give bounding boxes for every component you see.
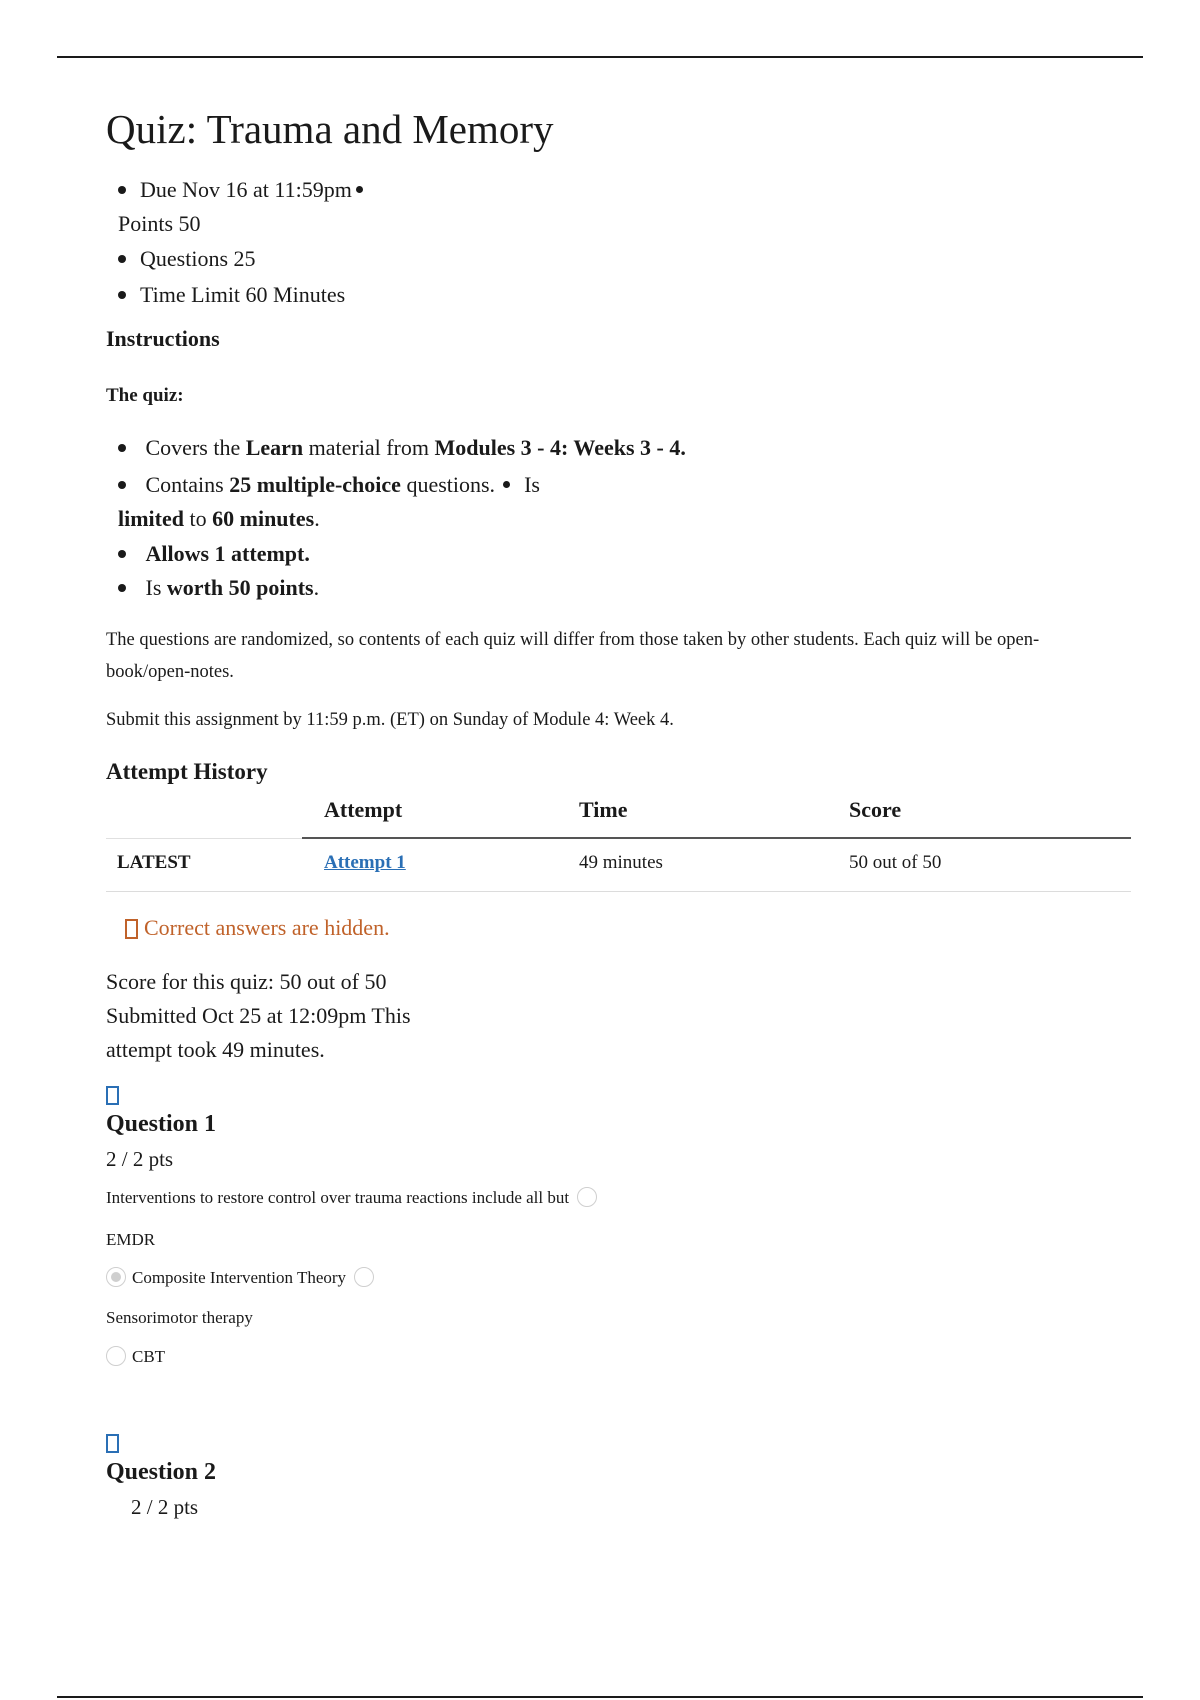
- submitted-line: Submitted Oct 25 at 12:09pm This: [106, 1003, 411, 1028]
- notice-text: Correct answers are hidden.: [144, 915, 390, 940]
- option-label-cbt: CBT: [132, 1347, 166, 1366]
- time-cell: 49 minutes: [579, 838, 849, 892]
- table-header-score: Score: [849, 795, 1131, 838]
- points-info: Points 50: [118, 211, 201, 236]
- option-label-composite: Composite Intervention Theory: [132, 1268, 347, 1287]
- latest-label: LATEST: [106, 838, 302, 892]
- radio-option-composite-selected[interactable]: [106, 1267, 126, 1287]
- due-date: [118, 175, 363, 205]
- question-1-heading: Question 1: [106, 1111, 217, 1137]
- table-header-attempt: Attempt: [302, 795, 579, 838]
- attempt-history-table: [106, 795, 1131, 892]
- duration-line: attempt took 49 minutes.: [106, 1037, 325, 1062]
- instruction-item-2: Contains 25 multiple-choice questions. Is: [118, 470, 540, 500]
- top-rule: [57, 56, 1143, 58]
- due-text: Due Nov 16 at 11:59pm: [140, 177, 352, 202]
- option-label-emdr: EMDR: [106, 1230, 156, 1249]
- attempt-1-link[interactable]: Attempt 1: [324, 852, 406, 873]
- question-2-heading: Question 2: [106, 1459, 217, 1485]
- instruction-item-4: Is worth 50 points.: [118, 573, 319, 603]
- question-flag-icon[interactable]: [106, 1086, 119, 1105]
- bottom-rule: [57, 1696, 1143, 1698]
- question-text: Interventions to restore control over trauma reactions include all but: [106, 1188, 570, 1207]
- option-cbt: [106, 1347, 165, 1368]
- score-line: Score for this quiz: 50 out of 50: [106, 969, 387, 994]
- table-header-empty: [106, 795, 302, 838]
- instructions-heading: Instructions: [106, 326, 220, 351]
- question-flag-icon[interactable]: [106, 1434, 119, 1453]
- radio-option-emdr[interactable]: [577, 1187, 597, 1207]
- radio-option-sensorimotor[interactable]: [354, 1267, 374, 1287]
- option-label-sensorimotor: Sensorimotor therapy: [106, 1308, 253, 1327]
- question-1-points: 2 / 2 pts: [106, 1147, 174, 1171]
- score-cell: 50 out of 50: [849, 838, 1131, 892]
- question-2-points: 2 / 2 pts: [131, 1495, 199, 1519]
- instructions-paragraph: The questions are randomized, so contents of each quiz will differ from those taken by other students. Each quiz will be open-book/open-notes.: [106, 630, 1040, 682]
- table-header-time: Time: [579, 795, 849, 838]
- bullet-dot: [503, 481, 510, 488]
- instruction-item-2-cont: limited to 60 minutes.: [118, 506, 320, 531]
- answers-hidden-notice: [125, 915, 390, 941]
- bullet-dot: [356, 186, 363, 193]
- page-title: Quiz: Trauma and Memory: [106, 106, 554, 152]
- quiz-result: [106, 965, 411, 1067]
- question-1-text: [106, 1188, 597, 1209]
- radio-option-cbt[interactable]: [106, 1346, 126, 1366]
- submission-note: Submit this assignment by 11:59 p.m. (ET) on Sunday of Module 4: Week 4.: [106, 710, 674, 730]
- time-limit-info: Time Limit 60 Minutes: [118, 280, 345, 310]
- questions-info: Questions 25: [118, 244, 256, 274]
- attempt-history-heading: Attempt History: [106, 759, 268, 784]
- instructions-subheading: The quiz:: [106, 385, 184, 406]
- option-composite: [106, 1268, 374, 1289]
- info-icon: [125, 919, 138, 939]
- instruction-item-1: Covers the Learn material from Modules 3 - 4: Weeks 3 - 4.: [118, 433, 686, 463]
- instruction-item-3: Allows 1 attempt.: [118, 539, 310, 569]
- attempt-cell: [302, 838, 579, 892]
- table-row: [106, 838, 1131, 892]
